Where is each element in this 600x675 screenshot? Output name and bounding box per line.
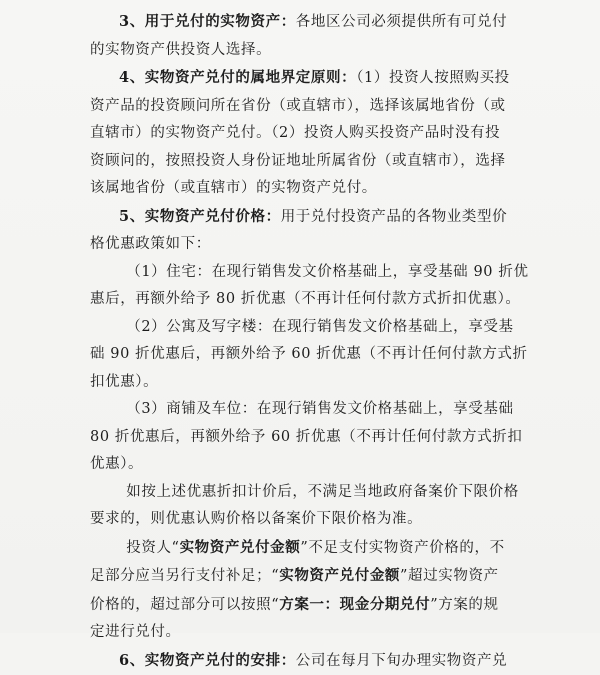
text-line <box>90 424 530 452</box>
text-line <box>90 479 530 507</box>
text-line <box>90 534 530 563</box>
text-run: 价格的，超过部分可以按照“ <box>90 597 279 613</box>
text-line <box>90 286 530 314</box>
text-run: 如按上述优惠折扣计价后，不满足当地政府备案价下限价格 <box>126 484 519 500</box>
text-run: 要求的，则优惠认购价格以备案价下限价格为准。 <box>90 511 422 527</box>
text-run: 该属地省份（或直辖市）的实物资产兑付。 <box>90 180 377 196</box>
text-line <box>90 451 530 479</box>
text-line <box>90 259 530 287</box>
text-run: 格优惠政策如下： <box>90 236 211 252</box>
text-run: ”不足支付实物资产价格的，不 <box>300 540 504 556</box>
text-line <box>90 314 530 342</box>
text-run: 础 90 折优惠后，再额外给予 60 折优惠（不再计任何付款方式折 <box>90 346 528 362</box>
text-run: 扣优惠）。 <box>90 374 158 390</box>
text-line <box>90 231 530 259</box>
text-line <box>90 369 530 397</box>
text-run: 各地区公司必须提供所有可兑付 <box>296 14 507 30</box>
text-run: 惠后，再额外给予 80 折优惠（不再计任何付款方式折扣优惠）。 <box>90 291 521 307</box>
bold-text-run: 4、实物资产兑付的属地界定原则： <box>119 69 356 86</box>
text-run: ”超过实物资产 <box>400 568 499 584</box>
paragraph-p4 <box>90 64 530 203</box>
paragraph-p5-extra <box>90 534 530 647</box>
text-line <box>90 562 530 591</box>
text-run: 资顾问的，按照投资人身份证地址所属省份（或直辖市），选择 <box>90 153 506 169</box>
text-line <box>90 506 530 534</box>
text-line <box>90 148 530 176</box>
bold-text-run: 3、用于兑付的实物资产： <box>119 13 296 30</box>
text-run: 投资人“ <box>126 540 179 556</box>
text-line <box>90 647 530 675</box>
paragraph-p5-2 <box>90 314 530 397</box>
paragraph-p5-3 <box>90 396 530 479</box>
text-run: ”方案的规 <box>430 597 498 613</box>
text-line <box>90 93 530 121</box>
text-run: 80 折优惠后，再额外给予 60 折优惠（不再计任何付款方式折扣 <box>90 429 522 445</box>
paragraph-p5-note <box>90 479 530 534</box>
bold-text-run: 6、实物资产兑付的安排： <box>119 652 296 669</box>
text-line <box>90 591 530 620</box>
bold-text-run: 实物资产兑付金额 <box>180 539 301 556</box>
document-body <box>90 8 530 675</box>
text-run: 定进行兑付。 <box>90 624 181 640</box>
text-run: 的实物资产供投资人选择。 <box>90 42 271 58</box>
text-run: 直辖市）的实物资产兑付。（2）投资人购买投资产品时没有投 <box>90 125 500 141</box>
text-run: 优惠）。 <box>90 456 143 472</box>
text-run: 公司在每月下旬办理实物资产兑 <box>296 653 507 669</box>
bold-text-run: 实物资产兑付金额 <box>279 567 400 584</box>
text-run: （3）商铺及车位：在现行销售发文价格基础上，享受基础 <box>126 401 513 417</box>
text-run: 资产品的投资顾问所在省份（或直辖市），选择该属地省份（或 <box>90 98 506 114</box>
paragraph-p5-1 <box>90 259 530 314</box>
text-line <box>90 396 530 424</box>
paragraph-p3 <box>90 8 530 64</box>
text-run: （2）公寓及写字楼：在现行销售发文价格基础上，享受基 <box>126 319 513 335</box>
text-run: （1）投资人按照购买投 <box>356 70 510 86</box>
text-line <box>90 175 530 203</box>
text-line <box>90 203 530 232</box>
bold-text-run: 5、实物资产兑付价格： <box>119 208 281 225</box>
text-run: 足部分应当另行支付补足；“ <box>90 568 279 584</box>
text-run: （1）住宅：在现行销售发文价格基础上，享受基础 90 折优 <box>126 264 528 280</box>
paragraph-p5 <box>90 203 530 259</box>
text-line <box>90 120 530 148</box>
bold-text-run: 方案一：现金分期兑付 <box>279 596 430 613</box>
text-line <box>90 37 530 65</box>
text-line <box>90 8 530 37</box>
text-line <box>90 64 530 93</box>
paragraph-p6 <box>90 647 530 675</box>
text-run: 用于兑付投资产品的各物业类型价 <box>281 209 508 225</box>
text-line <box>90 341 530 369</box>
